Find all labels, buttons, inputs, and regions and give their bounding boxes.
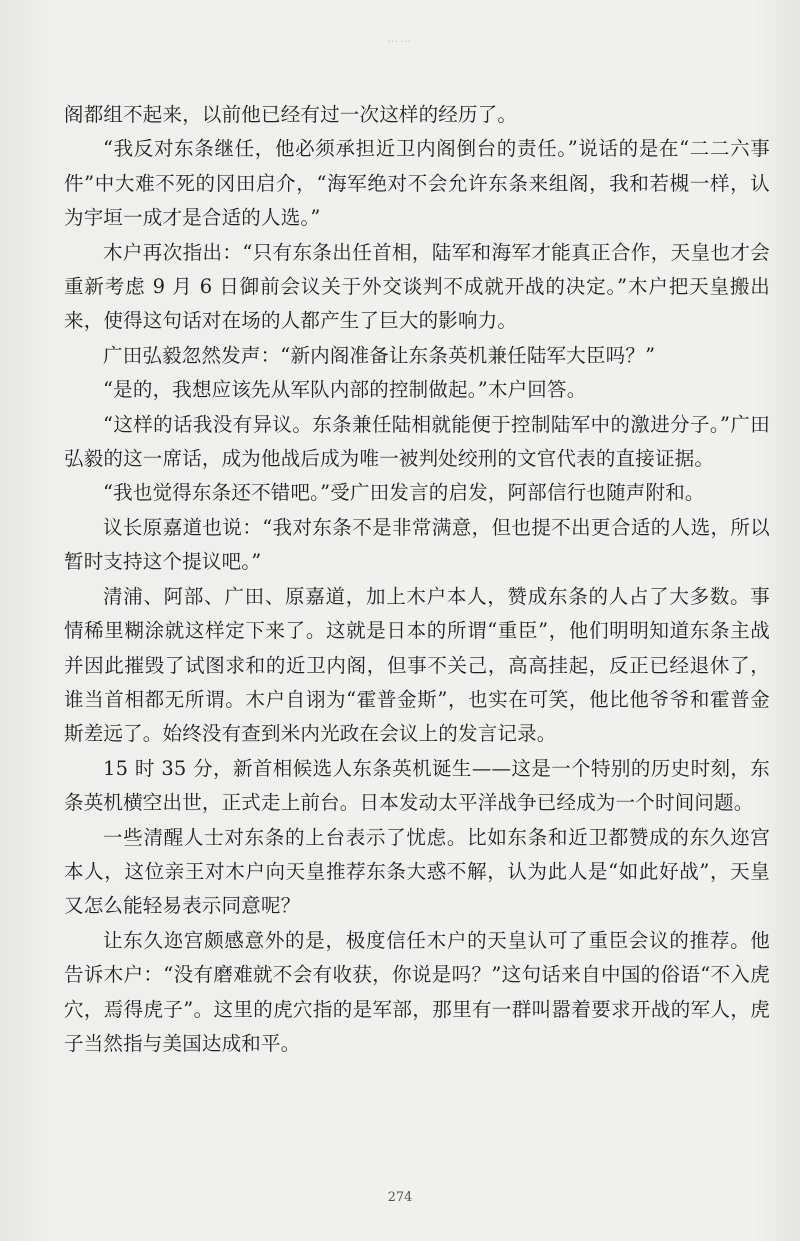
page-number: 274	[387, 1190, 413, 1205]
paragraph: 广田弘毅忽然发声：“新内阁准备让东条英机兼任陆军大臣吗？”	[103, 343, 656, 367]
paragraph: 阁都组不起来，以前他已经有过一次这样的经历了。	[64, 103, 518, 126]
paragraph: 清浦、阿部、广田、原嘉道，加上木户本人，赞成东条的人占了大多数。事情稀里糊涂就这样定下来了。这就是日本的所谓“重臣”，他们明明知道东条主战并因此摧毁了试图求和的近卫内阁，但事不关己，高高挂起，反正已经退休了，谁当首相都无所谓。木户自诩为“霍普金斯”，也实在可笑，他比他爷爷和霍普金斯差远了。始终没有查到米内光政在会议上的发言记录。	[64, 584, 770, 746]
paragraph: 15 时 35 分，新首相候选人东条英机诞生——这是一个特别的历史时刻，东条英机横空出世，正式走上前台。日本发动太平洋战争已经成为一个时间问题。	[64, 756, 770, 815]
paragraph: 议长原嘉道也说：“我对东条不是非常满意，但也提不出更合适的人选，所以暂时支持这个提议吧。”	[64, 515, 770, 574]
paragraph: 一些清醒人士对东条的上台表示了忧虑。比如东条和近卫都赞成的东久迩宫本人，这位亲王对木户向天皇推荐东条大惑不解，认为此人是“如此好战”，天皇又怎么能轻易表示同意呢？	[64, 825, 770, 918]
running-header: ……	[387, 32, 413, 45]
paragraph: 让东久迩宫颇感意外的是，极度信任木户的天皇认可了重臣会议的推荐。他告诉木户：“没有磨难就不会有收获，你说是吗？”这句话来自中国的俗语“不入虎穴，焉得虎子”。这里的虎穴指的是军部，那里有一群叫嚣着要求开战的军人，虎子当然指与美国达成和平。	[64, 928, 770, 1055]
paragraph: “我也觉得东条还不错吧。”受广田发言的启发，阿部信行也随声附和。	[103, 481, 705, 505]
body-text	[64, 98, 770, 1061]
paragraph: 木户再次指出：“只有东条出任首相，陆军和海军才能真正合作，天皇也才会重新考虑 9 月 6 日御前会议关于外交谈判不成就开战的决定。”木户把天皇搬出来，使得这句话对在场的人都产生了巨大的影响力。	[64, 240, 770, 333]
paragraph: “这样的话我没有异议。东条兼任陆相就能便于控制陆军中的激进分子。”广田弘毅的这一席话，成为他战后成为唯一被判处绞刑的文官代表的直接证据。	[64, 412, 770, 471]
paragraph: “我反对东条继任，他必须承担近卫内阁倒台的责任。”说话的是在“二二六事件”中大难不死的冈田启介，“海军绝对不会允许东条来组阁，我和若槻一样，认为宇垣一成才是合适的人选。”	[64, 137, 770, 230]
paragraph: “是的，我想应该先从军队内部的控制做起。”木户回答。	[103, 378, 587, 402]
